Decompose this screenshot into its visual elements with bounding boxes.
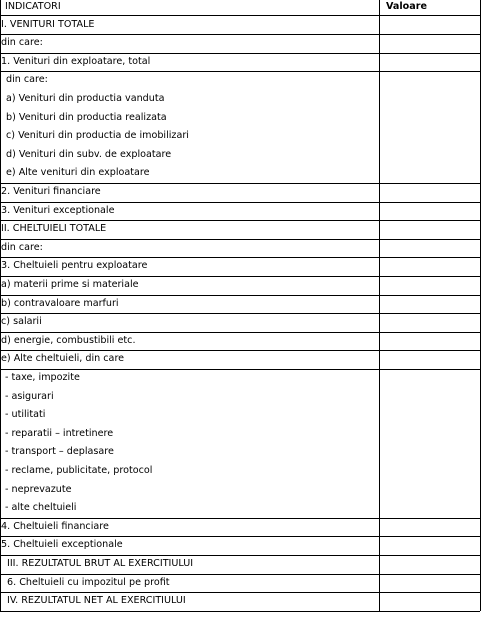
indicator-row-label: a) Venituri din productia vanduta [6,92,165,104]
indicator-row-label: b) Venituri din productia realizata [6,111,167,123]
indicator-row-label: - utilitati [5,409,46,421]
indicator-row-label: IV. REZULTATUL NET AL EXERCITIULUI [7,595,186,607]
indicator-row-label: din care: [6,74,48,86]
indicator-row-label: din care: [1,241,43,253]
row-divider [0,611,480,612]
indicator-row-label: - reparatii – intretinere [5,427,114,439]
indicator-row-label: b) contravaloare marfuri [1,297,119,309]
indicator-row-label: c) Venituri din productia de imobilizari [6,130,189,142]
indicator-row-label: III. REZULTATUL BRUT AL EXERCITIULUI [7,557,194,569]
indicator-row-label: c) salarii [1,316,42,328]
indicator-row-label: - alte cheltuieli [5,502,77,514]
indicator-row-label: 4. Cheltuieli financiare [1,520,109,532]
indicator-row-label: a) materii prime si materiale [1,278,139,290]
header-indicator-label: INDICATORI [5,1,61,12]
indicator-row-label: d) energie, combustibili etc. [1,334,136,346]
indicator-row-label: - taxe, impozite [5,371,80,383]
indicator-row-label: d) Venituri din subv. de exploatare [6,148,172,160]
indicator-row-label: II. CHELTUIELI TOTALE [1,223,107,235]
indicator-row-label: 2. Venituri financiare [1,185,101,197]
indicator-row-label: - reclame, publicitate, protocol [5,464,153,476]
header-value-label: Valoare [386,1,427,12]
indicator-row-label: I. VENITURI TOTALE [1,18,95,30]
indicator-row-label: din care: [1,37,43,49]
indicator-row-label: 3. Cheltuieli pentru exploatare [1,260,148,272]
indicator-row-label: 3. Venituri exceptionale [1,204,115,216]
indicator-row-label: 1. Venituri din exploatare, total [1,55,151,67]
table-border-right [480,0,481,611]
indicator-row-label: e) Alte venituri din exploatare [6,167,150,179]
indicator-row-label: e) Alte cheltuieli, din care [1,353,125,365]
indicator-row-label: 6. Cheltuieli cu impozitul pe profit [7,576,170,588]
indicator-row-label: - transport – deplasare [5,446,114,458]
indicator-row-label: - asigurari [5,390,54,402]
indicator-row-label: - neprevazute [5,483,72,495]
indicator-row-label: 5. Cheltuieli exceptionale [1,539,123,551]
